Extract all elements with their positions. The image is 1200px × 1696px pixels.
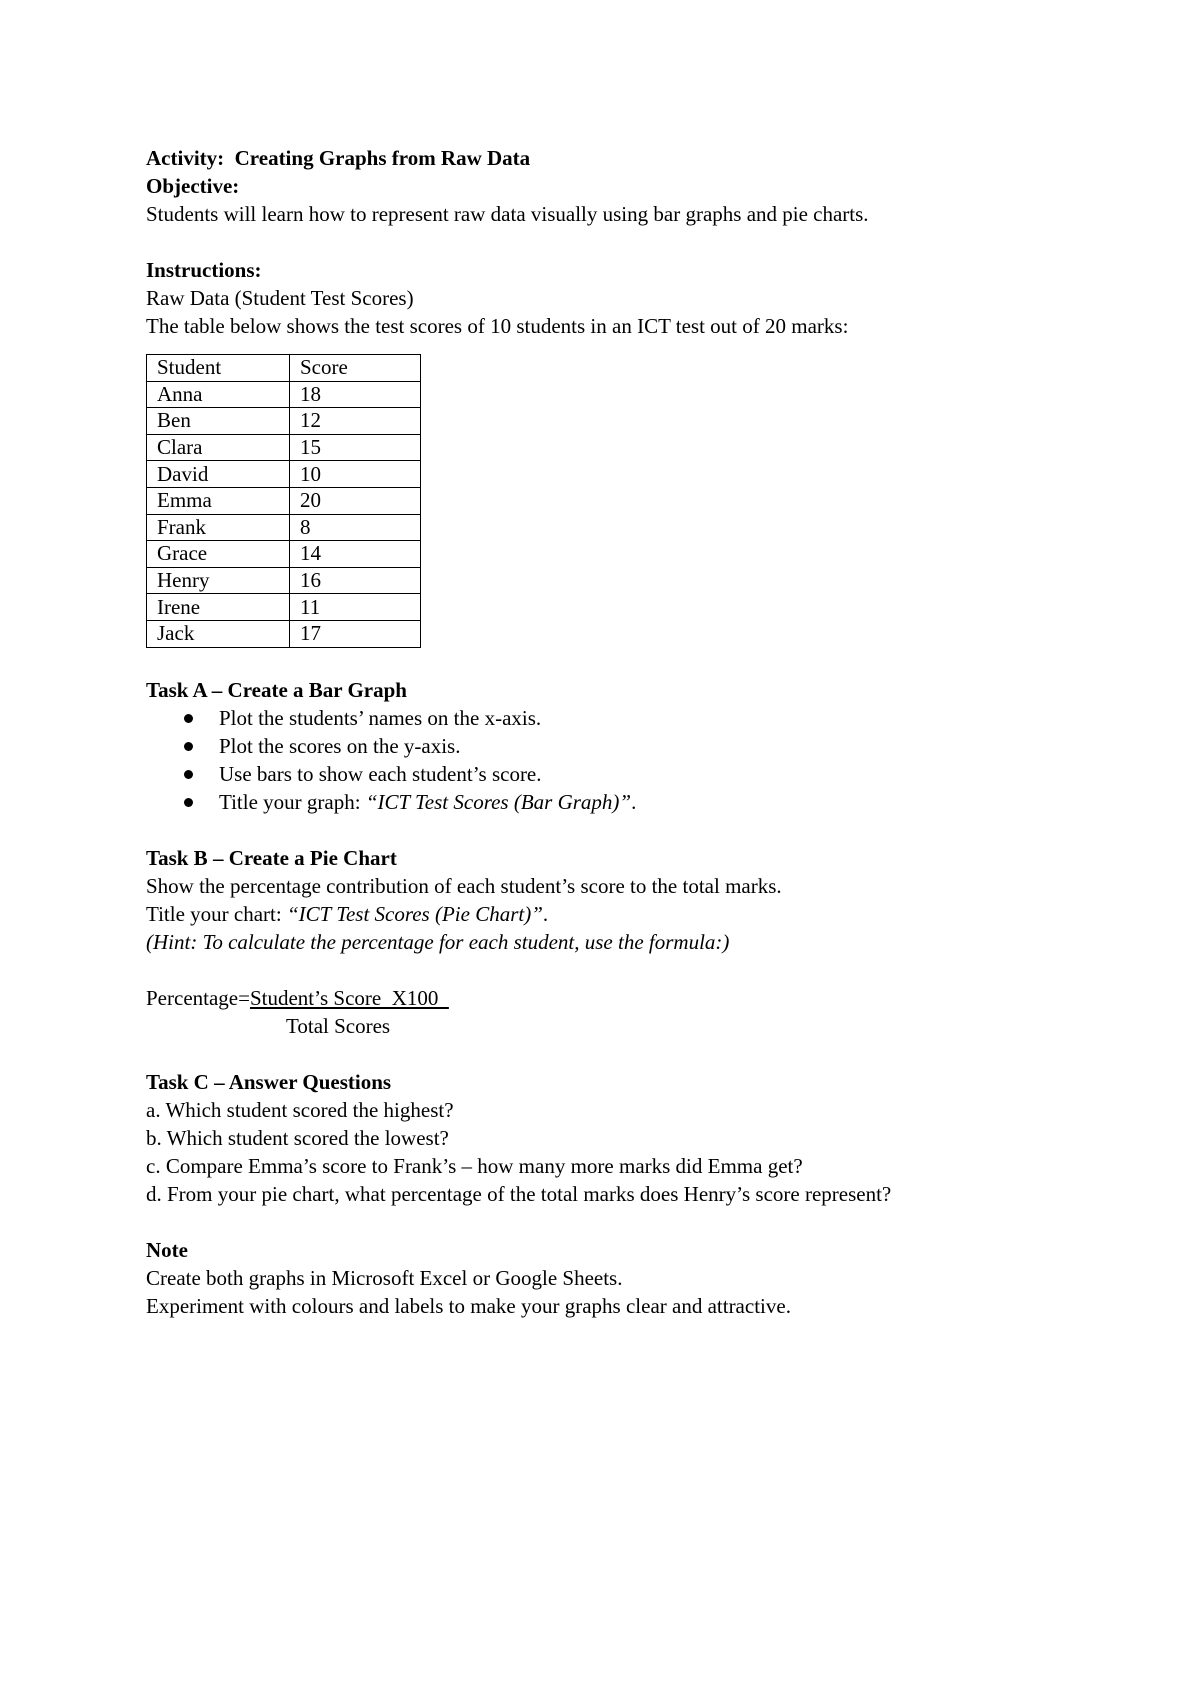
note-heading: Note: [146, 1237, 188, 1262]
task-b-line: Show the percentage contribution of each student’s score to the total marks.: [146, 873, 782, 898]
formula-label: Percentage=: [146, 985, 250, 1010]
student-cell: Ben: [147, 408, 290, 435]
student-cell: Anna: [147, 381, 290, 408]
bullet-icon: [184, 798, 193, 807]
formula-numerator: Student’s Score X100: [249, 985, 449, 1010]
student-cell: Jack: [147, 620, 290, 647]
table-row: [147, 594, 421, 621]
table-header-student: Student: [147, 355, 290, 382]
student-cell: David: [147, 461, 290, 488]
instructions-subheading: Raw Data (Student Test Scores): [146, 286, 414, 310]
scores-table: [146, 354, 421, 648]
bullet-icon: [184, 742, 193, 751]
score-cell: 16: [290, 567, 421, 594]
objective-heading: Objective:: [146, 174, 240, 198]
student-cell: Clara: [147, 434, 290, 461]
table-row: [147, 487, 421, 514]
activity-title: Activity: Creating Graphs from Raw Data: [146, 146, 531, 170]
score-cell: 15: [290, 434, 421, 461]
score-cell: 8: [290, 514, 421, 541]
student-cell: Henry: [147, 567, 290, 594]
score-cell: 10: [290, 461, 421, 488]
bullet-text: Plot the scores on the y-axis.: [219, 733, 461, 758]
title-suffix: .: [542, 901, 549, 926]
task-a-heading: Task A – Create a Bar Graph: [146, 677, 407, 702]
question-item: b. Which student scored the lowest?: [146, 1125, 449, 1150]
student-cell: Irene: [147, 594, 290, 621]
title-suffix: .: [631, 789, 637, 814]
task-b-heading: Task B – Create a Pie Chart: [146, 845, 397, 870]
note-line: Create both graphs in Microsoft Excel or Google Sheets.: [146, 1265, 623, 1290]
task-b-title-line: [146, 900, 1126, 928]
student-cell: Emma: [147, 487, 290, 514]
table-row: [147, 620, 421, 647]
student-cell: Grace: [147, 541, 290, 568]
score-cell: 14: [290, 541, 421, 568]
instructions-intro: The table below shows the test scores of 10 students in an ICT test out of 20 marks:: [146, 314, 849, 338]
table-header-score: Score: [290, 355, 421, 382]
list-item: [146, 704, 1126, 732]
bullet-text: Plot the students’ names on the x-axis.: [219, 705, 542, 730]
objective-text: Students will learn how to represent raw data visually using bar graphs and pie charts.: [146, 202, 869, 226]
table-row: [147, 461, 421, 488]
table-row: [147, 381, 421, 408]
list-item: [146, 788, 1126, 816]
table-header-row: [147, 355, 421, 382]
question-item: a. Which student scored the highest?: [146, 1097, 454, 1122]
table-row: [147, 434, 421, 461]
table-row: [147, 514, 421, 541]
task-c-heading: Task C – Answer Questions: [146, 1069, 392, 1094]
bullet-icon: [184, 770, 193, 779]
task-a-bullet-list: [146, 704, 1126, 816]
score-cell: 20: [290, 487, 421, 514]
score-cell: 12: [290, 408, 421, 435]
score-cell: 17: [290, 620, 421, 647]
title-quote: “ICT Test Scores (Bar Graph)”: [365, 789, 632, 814]
task-b-hint: (Hint: To calculate the percentage for each student, use the formula:): [146, 929, 730, 954]
table-row: [147, 567, 421, 594]
title-prefix: Title your graph:: [219, 789, 366, 814]
note-line: Experiment with colours and labels to make your graphs clear and attractive.: [146, 1293, 791, 1318]
table-row: [147, 408, 421, 435]
bullet-icon: [184, 714, 193, 723]
score-cell: 11: [290, 594, 421, 621]
document-page: [146, 144, 1126, 1320]
formula-line: [146, 984, 1126, 1012]
title-prefix: Title your chart:: [146, 901, 287, 926]
table-row: [147, 541, 421, 568]
title-quote: “ICT Test Scores (Pie Chart)”: [286, 901, 543, 926]
question-item: d. From your pie chart, what percentage of the total marks does Henry’s score represent?: [146, 1181, 892, 1206]
formula-denominator: Total Scores: [286, 1013, 391, 1038]
bullet-text: Use bars to show each student’s score.: [219, 761, 542, 786]
score-cell: 18: [290, 381, 421, 408]
list-item: [146, 732, 1126, 760]
instructions-heading: Instructions:: [146, 258, 262, 282]
list-item: [146, 760, 1126, 788]
question-item: c. Compare Emma’s score to Frank’s – how many more marks did Emma get?: [146, 1153, 803, 1178]
student-cell: Frank: [147, 514, 290, 541]
